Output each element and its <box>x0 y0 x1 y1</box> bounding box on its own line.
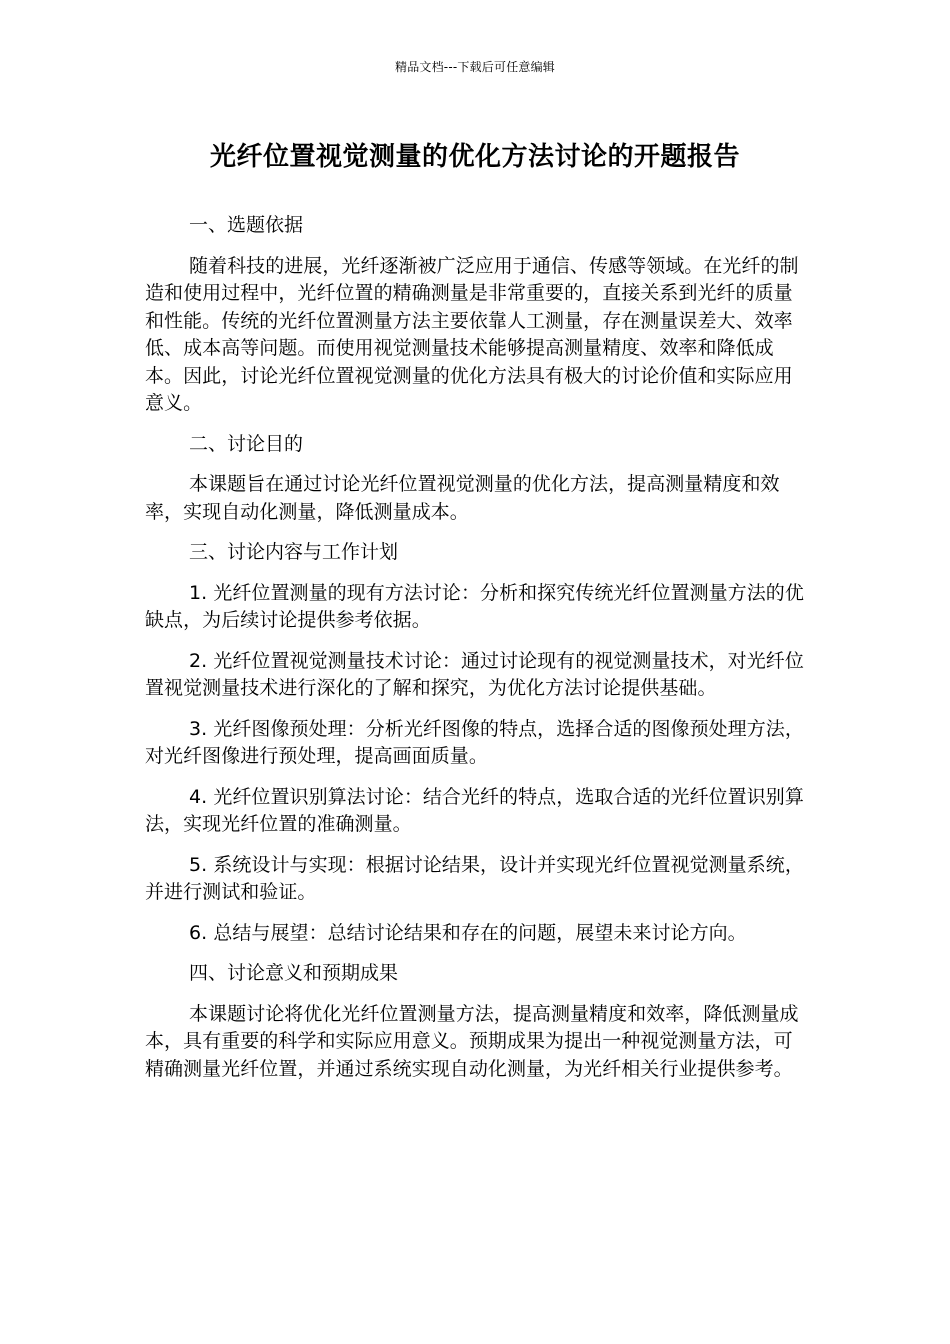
header-note: 精品文档---下载后可任意编辑 <box>395 60 555 74</box>
section-heading-significance: 四、讨论意义和预期成果 <box>189 962 399 984</box>
document-body <box>145 212 805 1096</box>
list-item-5: 5. 系统设计与实现：根据讨论结果，设计并实现光纤位置视觉测量系统，并进行测试和验证。 <box>145 853 804 903</box>
section-heading-content-plan: 三、讨论内容与工作计划 <box>189 541 399 563</box>
section-heading-purpose: 二、讨论目的 <box>189 432 304 455</box>
list-item-2: 2. 光纤位置视觉测量技术讨论：通过讨论现有的视觉测量技术，对光纤位置视觉测量技术进行深化的了解和探究，为优化方法讨论提供基础。 <box>145 649 804 699</box>
section-heading-basis: 一、选题依据 <box>189 214 304 236</box>
document-title: 光纤位置视觉测量的优化方法讨论的开题报告 <box>209 142 740 172</box>
paragraph-significance: 本课题讨论将优化光纤位置测量方法，提高测量精度和效率，降低测量成本，具有重要的科学和实际应用意义。预期成果为提出一种视觉测量方法，可精确测量光纤位置，并通过系统实现自动化测量，为光纤相关行业提供参考。 <box>145 1002 799 1080</box>
list-item-6: 6. 总结与展望：总结讨论结果和存在的问题，展望未来讨论方向。 <box>189 921 747 944</box>
paragraph-purpose: 本课题旨在通过讨论光纤位置视觉测量的优化方法，提高测量精度和效率，实现自动化测量，降低测量成本。 <box>145 473 780 523</box>
list-item-4: 4. 光纤位置识别算法讨论：结合光纤的特点，选取合适的光纤位置识别算法，实现光纤位置的准确测量。 <box>145 785 804 835</box>
list-item-1: 1. 光纤位置测量的现有方法讨论：分析和探究传统光纤位置测量方法的优缺点，为后续讨论提供参考依据。 <box>145 581 804 631</box>
list-item-3: 3. 光纤图像预处理：分析光纤图像的特点，选择合适的图像预处理方法，对光纤图像进行预处理，提高画面质量。 <box>145 717 804 767</box>
paragraph-basis: 随着科技的进展，光纤逐渐被广泛应用于通信、传感等领域。在光纤的制造和使用过程中，光纤位置的精确测量是非常重要的，直接关系到光纤的质量和性能。传统的光纤位置测量方法主要依靠人工测量，存在测量误差大、效率低、成本高等问题。而使用视觉测量技术能够提高测量精度、效率和降低成本。因此，讨论光纤位置视觉测量的优化方法具有极大的讨论价值和实际应用意义。 <box>145 254 799 414</box>
